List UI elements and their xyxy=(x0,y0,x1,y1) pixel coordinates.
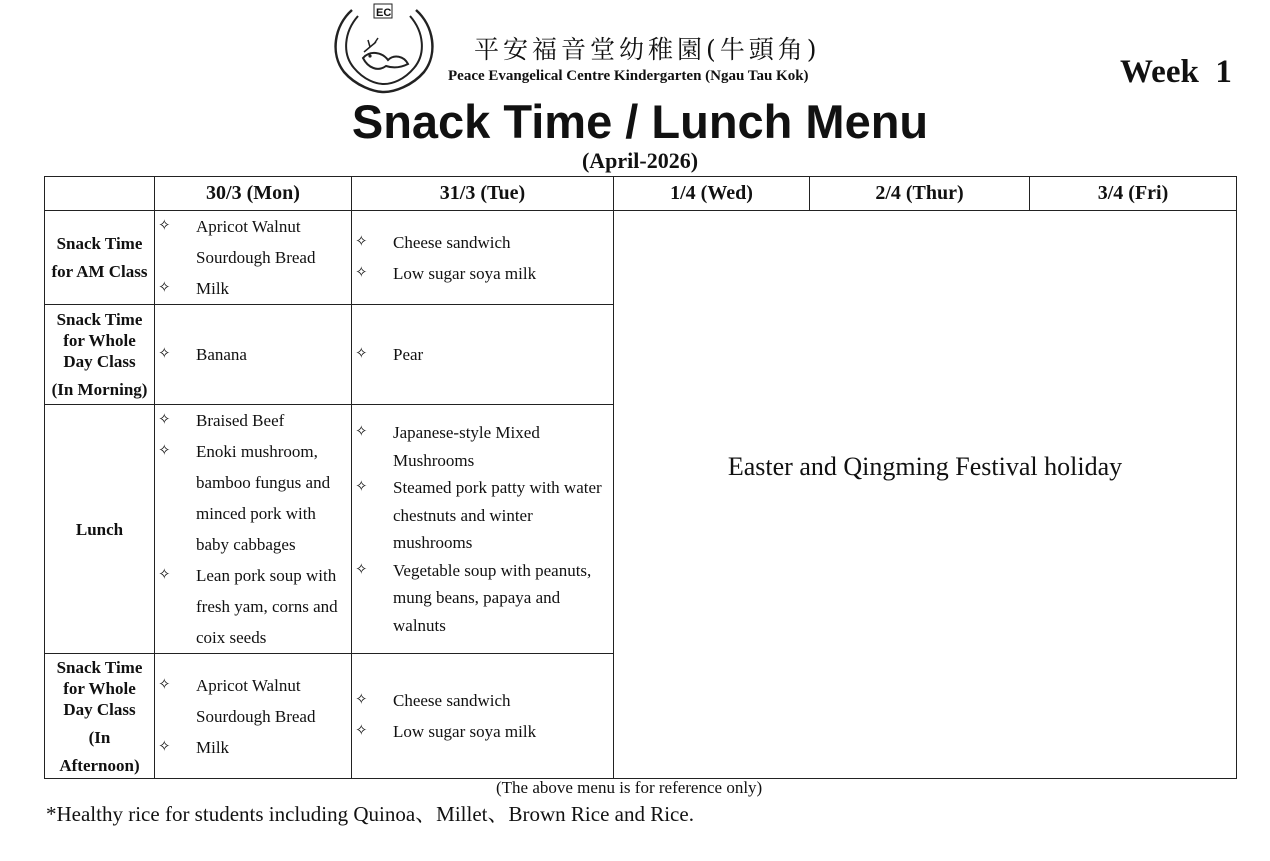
rice-footnote: *Healthy rice for students including Quinoa、Millet、Brown Rice and Rice. xyxy=(46,802,694,826)
menu-item-text: Banana xyxy=(196,345,247,364)
menu-item-text: Lean pork soup with fresh yam, corns and coix seeds xyxy=(196,566,338,647)
day-header-mon: 30/3 (Mon) xyxy=(155,177,352,211)
menu-cell-mon xyxy=(155,405,352,654)
menu-item-text: Japanese-style Mixed Mushrooms xyxy=(393,423,540,470)
menu-cell-mon xyxy=(155,654,352,779)
menu-cell-tue xyxy=(352,405,614,654)
holiday-text: Easter and Qingming Festival holiday xyxy=(727,451,1123,481)
menu-cell-tue xyxy=(352,654,614,779)
row-label-line: for AM Class xyxy=(51,262,148,281)
diamond-star-icon: ✧ xyxy=(158,443,171,459)
menu-cell-mon xyxy=(155,211,352,305)
menu-item xyxy=(352,557,613,640)
holiday-cell xyxy=(614,211,1237,779)
row-label-lunch xyxy=(45,405,155,654)
menu-period: (April-2026) xyxy=(581,148,699,173)
logo-text: EC xyxy=(376,7,392,19)
row-label-line: Lunch xyxy=(75,519,124,539)
menu-item-text: Apricot Walnut Sourdough Bread xyxy=(196,217,316,267)
corner-cell xyxy=(45,177,155,211)
diamond-star-icon: ✧ xyxy=(355,723,368,739)
menu-item-text: Low sugar soya milk xyxy=(393,722,537,741)
menu-item xyxy=(155,560,351,653)
row-label-line: (In Morning) xyxy=(51,380,148,399)
row-label-line: Snack Time xyxy=(56,310,143,329)
row-label-am-snack xyxy=(45,211,155,305)
row-label-afternoon-snack xyxy=(45,654,155,779)
page-title: Snack Time / Lunch Menu xyxy=(351,95,929,148)
menu-item-text: Cheese sandwich xyxy=(393,232,511,252)
school-name-chinese: 平安福音堂幼稚園(牛頭角) xyxy=(474,35,821,64)
dove-in-hands-icon xyxy=(330,2,438,96)
diamond-star-icon: ✧ xyxy=(158,738,171,755)
row-label-line: Snack Time xyxy=(56,234,143,253)
menu-item xyxy=(352,419,613,474)
day-header-wed: 1/4 (Wed) xyxy=(614,177,810,211)
menu-cell-mon xyxy=(155,305,352,405)
diamond-star-icon: ✧ xyxy=(355,346,368,362)
row-label-line: Day Class xyxy=(63,352,136,371)
row-label-morning-snack xyxy=(45,305,155,405)
diamond-star-icon: ✧ xyxy=(158,218,171,234)
row-label-line: Snack Time xyxy=(56,657,143,677)
menu-item xyxy=(352,474,613,557)
menu-item-text: Braised Beef xyxy=(196,411,285,430)
diamond-star-icon: ✧ xyxy=(158,676,171,693)
day-header-tue: 31/3 (Tue) xyxy=(352,177,614,211)
school-logo xyxy=(330,2,438,96)
menu-item-text: Vegetable soup with peanuts, mung beans, papaya and walnuts xyxy=(393,560,592,635)
week-label: Week 1 xyxy=(1120,54,1232,90)
menu-item xyxy=(155,339,351,370)
menu-item xyxy=(352,227,613,258)
menu-item-text: Steamed pork patty with water chestnuts and winter mushrooms xyxy=(393,478,602,552)
diamond-star-icon: ✧ xyxy=(158,412,171,428)
row-label-line: Day Class xyxy=(63,699,136,719)
menu-cell-tue xyxy=(352,305,614,405)
menu-item xyxy=(352,258,613,289)
diamond-star-icon: ✧ xyxy=(158,567,171,583)
row-label-line: (In xyxy=(88,727,111,747)
menu-item xyxy=(155,273,351,304)
row-label-line: Afternoon) xyxy=(59,755,140,775)
menu-item xyxy=(352,716,613,747)
diamond-star-icon: ✧ xyxy=(158,280,171,296)
reference-note: (The above menu is for reference only) xyxy=(496,778,763,797)
row-label-line: for Whole xyxy=(63,331,136,350)
menu-item xyxy=(352,339,613,370)
diamond-star-icon: ✧ xyxy=(355,479,368,495)
row-label-line: for Whole xyxy=(63,678,136,698)
menu-item xyxy=(352,685,613,716)
diamond-star-icon: ✧ xyxy=(158,346,171,362)
menu-item-text: Milk xyxy=(196,737,230,757)
menu-item-text: Pear xyxy=(393,345,424,364)
menu-item-text: Low sugar soya milk xyxy=(393,263,537,283)
menu-item xyxy=(155,405,351,436)
menu-table xyxy=(44,176,1237,779)
menu-item-text: Apricot Walnut Sourdough Bread xyxy=(196,675,316,726)
diamond-star-icon: ✧ xyxy=(355,561,368,578)
menu-item-text: Milk xyxy=(196,279,230,298)
diamond-star-icon: ✧ xyxy=(355,692,368,708)
table-row xyxy=(45,211,1237,305)
diamond-star-icon: ✧ xyxy=(355,233,368,250)
diamond-star-icon: ✧ xyxy=(355,264,368,281)
menu-item-text: Cheese sandwich xyxy=(393,691,511,710)
menu-item xyxy=(155,732,351,763)
menu-item xyxy=(155,670,351,732)
menu-item-text: Enoki mushroom, bamboo fungus and minced pork with baby cabbages xyxy=(196,442,331,554)
diamond-star-icon: ✧ xyxy=(355,424,368,440)
day-header-fri: 3/4 (Fri) xyxy=(1030,177,1237,211)
school-name-english: Peace Evangelical Centre Kindergarten (Ngau Tau Kok) xyxy=(448,68,809,84)
menu-item xyxy=(155,436,351,560)
menu-cell-tue xyxy=(352,211,614,305)
menu-item xyxy=(155,211,351,273)
day-header-thu: 2/4 (Thur) xyxy=(810,177,1030,211)
day-header-row xyxy=(45,177,1237,211)
